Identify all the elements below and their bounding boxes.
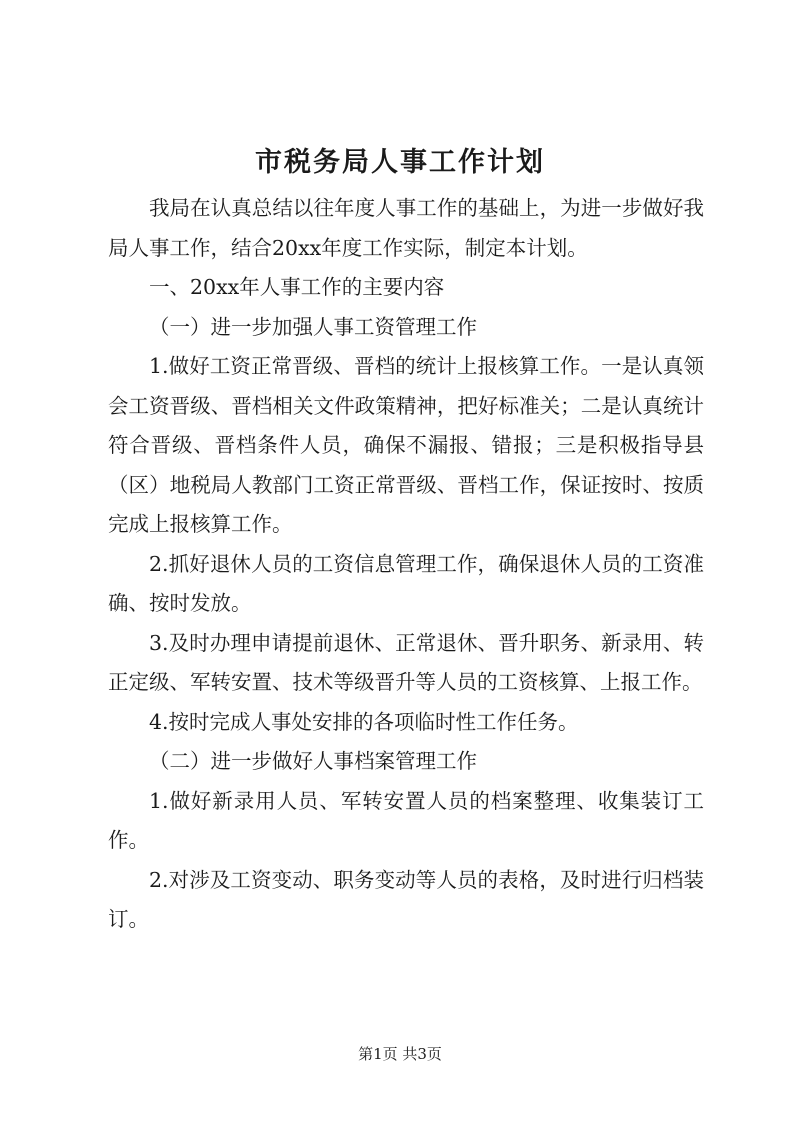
list-item-1-2: 2.抓好退休人员的工资信息管理工作，确保退休人员的工资准确、按时发放。 <box>108 551 704 615</box>
list-item-1-3: 3.及时办理申请提前退休、正常退休、晋升职务、新录用、转正定级、军转安置、技术等级晋升等人员的工资核算、上报工作。 <box>108 630 704 694</box>
section-heading-1: 一、20xx年人事工作的主要内容 <box>149 275 445 299</box>
paragraph-intro: 我局在认真总结以往年度人事工作的基础上，为进一步做好我局人事工作，结合20xx年度工作实际，制定本计划。 <box>108 196 704 260</box>
subsection-heading-1: （一）进一步加强人事工资管理工作 <box>149 314 477 339</box>
list-item-2-2: 2.对涉及工资变动、职务变动等人员的表格，及时进行归档装订。 <box>108 867 704 931</box>
document-title: 市税务局人事工作计划 <box>255 147 545 178</box>
list-item-1-1: 1.做好工资正常晋级、晋档的统计上报核算工作。一是认真领会工资晋级、晋档相关文件政策精神，把好标准关；二是认真统计符合晋级、晋档条件人员，确保不漏报、错报；三是积极指导县（区）地税局人教部门工资正常晋级、晋档工作，保证按时、按质完成上报核算工作。 <box>108 354 704 536</box>
subsection-heading-2: （二）进一步做好人事档案管理工作 <box>149 749 477 773</box>
document-body <box>108 189 704 940</box>
list-item-2-1: 1.做好新录用人员、军转安置人员的档案整理、收集装订工作。 <box>108 788 704 852</box>
list-item-1-4: 4.按时完成人事处安排的各项临时性工作任务。 <box>149 709 579 734</box>
page-footer: 第1页 共3页 <box>358 1045 442 1063</box>
